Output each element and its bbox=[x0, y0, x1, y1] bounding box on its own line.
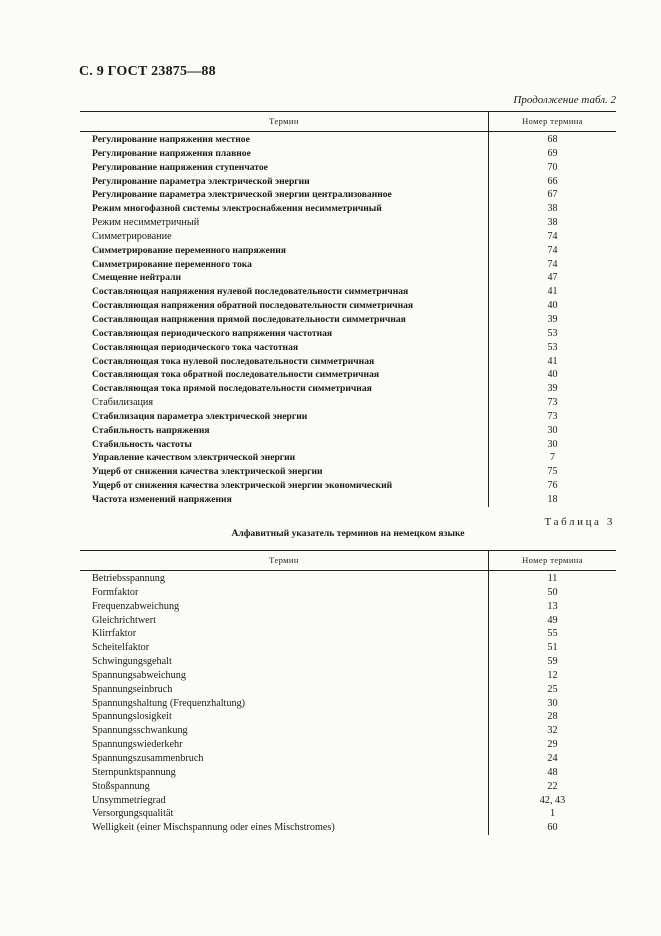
table-row-term: Sternpunktspannung bbox=[92, 766, 176, 778]
table-row-term: Регулирование напряжения ступенчатое bbox=[92, 161, 268, 173]
table-row-term: Симметрирование bbox=[92, 230, 172, 242]
table-row-number: 53 bbox=[547, 327, 558, 339]
table-row-term: Gleichrichtwert bbox=[92, 614, 156, 626]
table-2-terms-column bbox=[80, 132, 488, 507]
table-row-term: Управление качеством электрической энергии bbox=[92, 452, 296, 464]
continuation-note: Продолжение табл. 2 bbox=[513, 94, 616, 106]
table-row-number: 39 bbox=[547, 383, 558, 395]
table-row-term: Formfaktor bbox=[92, 586, 139, 598]
table-row-number: 73 bbox=[547, 397, 558, 409]
table-row-number: 51 bbox=[547, 642, 558, 654]
table-row-number: 47 bbox=[547, 272, 558, 284]
table-row-number: 59 bbox=[547, 656, 558, 668]
table-row-number: 69 bbox=[547, 147, 558, 159]
table-row-number: 40 bbox=[547, 369, 558, 381]
table-3-body bbox=[80, 571, 616, 835]
column-header-number: Номер термина bbox=[488, 551, 616, 570]
table-row-term: Составляющая периодического напряжения частотная bbox=[92, 327, 333, 339]
table-row-term: Spannungsabweichung bbox=[92, 669, 186, 681]
table-3-label: Таблица 3 bbox=[544, 516, 615, 528]
table-row-term: Стабильность частоты bbox=[92, 438, 192, 450]
table-row-term: Spannungsschwankung bbox=[92, 725, 188, 737]
table-row-number: 68 bbox=[547, 134, 558, 145]
column-header-term: Термин bbox=[269, 116, 299, 126]
column-header-number: Номер термина bbox=[488, 112, 616, 131]
table-row-number: 7 bbox=[550, 452, 555, 464]
table-row-term: Klirrfaktor bbox=[92, 628, 137, 640]
table-row-term: Составляющая периодического тока частотная bbox=[92, 341, 299, 353]
table-row-number: 70 bbox=[547, 161, 558, 173]
table-row-term: Регулирование параметра электрической энергии bbox=[92, 175, 310, 187]
table-row-term: Составляющая тока нулевой последовательности симметричная bbox=[92, 355, 375, 367]
table-row-term: Spannungszusammenbruch bbox=[92, 752, 204, 764]
table-row-term: Стабилизация bbox=[92, 397, 154, 409]
table-row-number: 74 bbox=[547, 244, 558, 256]
page-header: С. 9 ГОСТ 23875—88 bbox=[79, 64, 216, 79]
table-row-term: Ущерб от снижения качества электрической энергии экономический bbox=[92, 480, 393, 492]
table-row-number: 29 bbox=[547, 739, 558, 751]
table-row-number: 53 bbox=[547, 341, 558, 353]
table-row-number: 74 bbox=[547, 258, 558, 270]
column-header-term: Термин bbox=[269, 555, 299, 565]
table-row-number: 66 bbox=[547, 175, 558, 187]
table-row-term: Регулирование напряжения местное bbox=[92, 134, 250, 145]
table-row-number: 30 bbox=[547, 424, 558, 436]
table-row-term: Unsymmetriegrad bbox=[92, 794, 166, 806]
table-row-term: Spannungseinbruch bbox=[92, 683, 173, 695]
table-row-term: Schwingungsgehalt bbox=[92, 656, 172, 668]
table-3-title: Алфавитный указатель терминов на немецком языке bbox=[231, 528, 465, 539]
table-2 bbox=[80, 111, 616, 507]
table-row-term: Spannungswiederkehr bbox=[92, 739, 183, 751]
table-row-number: 75 bbox=[547, 466, 558, 478]
table-row-number: 25 bbox=[547, 683, 558, 695]
table-row-number: 41 bbox=[547, 286, 558, 298]
table-row-number: 67 bbox=[547, 189, 558, 201]
table-row-term: Spannungslosigkeit bbox=[92, 711, 172, 723]
table-row-term: Регулирование параметра электрической энергии централизованное bbox=[92, 189, 392, 201]
table-row-number: 18 bbox=[547, 493, 558, 505]
table-row-term: Frequenzabweichung bbox=[92, 600, 180, 612]
table-row-number: 28 bbox=[547, 711, 558, 723]
table-row-term: Симметрирование переменного напряжения bbox=[92, 244, 286, 256]
table-row-term: Режим многофазной системы электроснабжения несимметричный bbox=[92, 203, 382, 215]
table-row-number: 73 bbox=[547, 410, 558, 422]
table-3-numbers-column bbox=[488, 571, 616, 835]
table-row-term: Составляющая напряжения нулевой последовательности симметричная bbox=[92, 286, 409, 298]
table-row-term: Смещение нейтрали bbox=[92, 272, 182, 284]
table-row-number: 40 bbox=[547, 300, 558, 312]
table-row-number: 30 bbox=[547, 438, 558, 450]
table-row-term: Стабилизация параметра электрической энергии bbox=[92, 410, 308, 422]
table-row-term: Versorgungsqualität bbox=[92, 808, 174, 820]
table-row-number: 50 bbox=[547, 586, 558, 598]
table-3-terms-column bbox=[80, 571, 488, 835]
table-row-term: Составляющая напряжения обратной последовательности симметричная bbox=[92, 300, 414, 312]
table-row-term: Регулирование напряжения плавное bbox=[92, 147, 251, 159]
table-row-number: 39 bbox=[547, 313, 558, 325]
table-row-number: 24 bbox=[547, 752, 558, 764]
table-row-term: Составляющая тока прямой последовательности симметричная bbox=[92, 383, 372, 395]
table-row-number: 32 bbox=[547, 725, 558, 737]
table-row-term: Welligkeit (einer Mischspannung oder eines Mischstromes) bbox=[92, 822, 335, 834]
table-row-term: Stoßspannung bbox=[92, 780, 150, 792]
table-row-term: Betriebsspannung bbox=[92, 573, 165, 584]
table-row-number: 48 bbox=[547, 766, 558, 778]
table-row-number: 76 bbox=[547, 480, 558, 492]
table-3-header bbox=[80, 550, 616, 571]
table-row-term: Spannungshaltung (Frequenzhaltung) bbox=[92, 697, 246, 709]
table-row-number: 11 bbox=[547, 573, 558, 584]
table-row-number: 13 bbox=[547, 600, 558, 612]
table-row-term: Составляющая тока обратной последовательности симметричная bbox=[92, 369, 380, 381]
table-row-term: Стабильность напряжения bbox=[92, 424, 210, 436]
table-row-number: 49 bbox=[547, 614, 558, 626]
table-row-number: 12 bbox=[547, 669, 558, 681]
table-row-term: Режим несимметричный bbox=[92, 217, 200, 229]
table-row-number: 22 bbox=[547, 780, 558, 792]
table-row-number: 1 bbox=[549, 808, 556, 820]
table-row-term: Составляющая напряжения прямой последовательности симметричная bbox=[92, 313, 406, 325]
table-row-number: 41 bbox=[547, 355, 558, 367]
table-2-body bbox=[80, 132, 616, 507]
table-row-number: 60 bbox=[547, 822, 558, 834]
table-2-header bbox=[80, 111, 616, 132]
table-row-number: 42, 43 bbox=[539, 794, 566, 806]
table-row-term: Частота изменений напряжения bbox=[92, 493, 232, 505]
table-row-number: 38 bbox=[547, 217, 558, 229]
table-row-term: Симметрирование переменного тока bbox=[92, 258, 252, 270]
table-row-number: 38 bbox=[547, 203, 558, 215]
table-row-number: 74 bbox=[547, 230, 558, 242]
table-2-numbers-column bbox=[488, 132, 616, 507]
table-row-term: Ущерб от снижения качества электрической энергии bbox=[92, 466, 323, 478]
table-row-number: 30 bbox=[547, 697, 558, 709]
table-3 bbox=[80, 550, 616, 835]
table-row-number: 55 bbox=[547, 628, 558, 640]
table-row-term: Scheitelfaktor bbox=[92, 642, 150, 654]
